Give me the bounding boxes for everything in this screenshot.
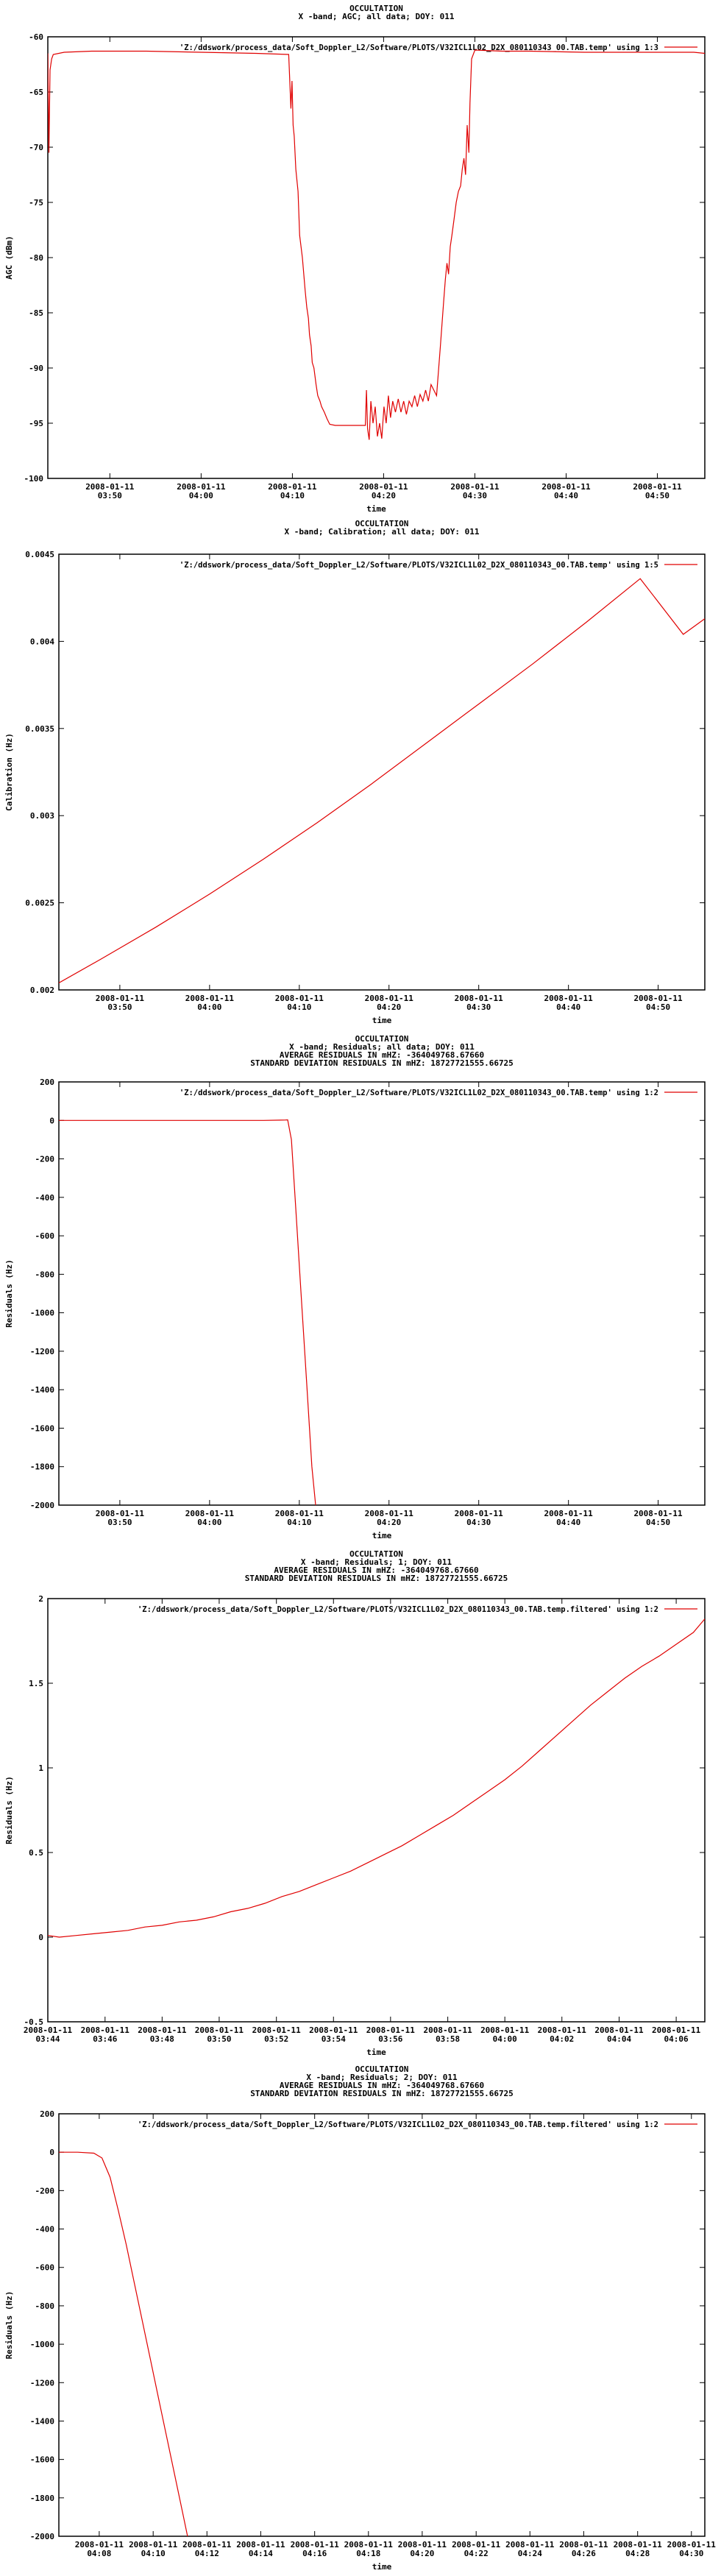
data-series-line — [48, 50, 705, 440]
y-tick-label: 0 — [38, 1933, 43, 1942]
x-axis-label: time — [366, 2048, 386, 2057]
chart-title-line: STANDARD DEVIATION RESIDUALS IN mHZ: 18727721555.66725 — [250, 2089, 514, 2098]
chart-title-line: AVERAGE RESIDUALS IN mHZ: -364049768.67660 — [279, 2081, 485, 2090]
y-tick-label: 0.0045 — [25, 550, 54, 559]
y-tick-label: -80 — [29, 253, 43, 263]
x-tick-time: 04:10 — [287, 1002, 312, 1012]
x-tick-time: 04:14 — [248, 2549, 273, 2558]
y-axis-label: Residuals (Hz) — [4, 1259, 14, 1328]
y-tick-label: -100 — [24, 474, 43, 484]
plot-frame — [48, 37, 705, 478]
x-tick-time: 04:30 — [462, 491, 488, 500]
x-tick-date: 2008-01-11 — [359, 482, 408, 492]
x-tick-date: 2008-01-11 — [480, 2025, 530, 2035]
y-tick-label: 0.0025 — [25, 898, 54, 908]
x-tick-time: 04:22 — [464, 2549, 489, 2558]
x-tick-time: 04:16 — [302, 2549, 327, 2558]
plot-frame — [59, 1082, 705, 1505]
x-tick-time: 04:20 — [377, 1002, 402, 1012]
x-tick-date: 2008-01-11 — [633, 1509, 683, 1518]
y-tick-label: -200 — [35, 2186, 54, 2196]
x-tick-time: 03:44 — [35, 2034, 60, 2044]
x-tick-date: 2008-01-11 — [252, 2025, 301, 2035]
y-tick-label: -1200 — [29, 2378, 54, 2388]
x-tick-time: 04:08 — [87, 2549, 112, 2558]
x-tick-time: 04:10 — [141, 2549, 166, 2558]
y-tick-label: -400 — [35, 2224, 54, 2234]
x-tick-time: 04:00 — [197, 1518, 222, 1527]
x-tick-date: 2008-01-11 — [309, 2025, 358, 2035]
x-tick-time: 04:02 — [550, 2034, 575, 2044]
x-tick-date: 2008-01-11 — [138, 2025, 187, 2035]
y-tick-label: -85 — [29, 308, 43, 318]
y-tick-label: -1800 — [29, 1462, 54, 1472]
x-tick-time: 04:28 — [625, 2549, 650, 2558]
y-tick-label: -1400 — [29, 1385, 54, 1395]
x-tick-date: 2008-01-11 — [74, 2540, 124, 2550]
x-tick-date: 2008-01-11 — [268, 482, 317, 492]
chart-title-line: X -band; Residuals; 2; DOY: 011 — [306, 2073, 458, 2082]
chart-title-line: OCCULTATION — [355, 519, 409, 528]
chart-title-line: X -band; Residuals; 1; DOY: 011 — [300, 1557, 452, 1567]
y-tick-label: 0 — [49, 2148, 54, 2158]
x-tick-date: 2008-01-11 — [397, 2540, 447, 2550]
legend-label: 'Z:/ddswork/process_data/Soft_Doppler_L2/Software/PLOTS/V32ICL1L02_D2X_080110343_00.TAB.temp.filtered' using 1:2 — [137, 1605, 658, 1614]
chart-title-line: STANDARD DEVIATION RESIDUALS IN mHZ: 18727721555.66725 — [244, 1574, 508, 1583]
x-tick-date: 2008-01-11 — [236, 2540, 285, 2550]
y-tick-label: -1800 — [29, 2493, 54, 2503]
chart-title-line: X -band; Calibration; all data; DOY: 011 — [284, 527, 480, 537]
x-tick-time: 03:58 — [436, 2034, 461, 2044]
x-tick-date: 2008-01-11 — [423, 2025, 472, 2035]
x-tick-time: 04:04 — [606, 2034, 632, 2044]
x-tick-time: 04:26 — [571, 2549, 596, 2558]
data-series-line — [59, 2152, 188, 2536]
chart-title-line: OCCULTATION — [355, 2064, 409, 2074]
y-tick-label: -75 — [29, 198, 43, 208]
chart-residuals-all — [0, 1030, 721, 1546]
x-tick-time: 03:46 — [93, 2034, 118, 2044]
x-tick-time: 04:30 — [466, 1002, 491, 1012]
x-tick-date: 2008-01-11 — [85, 482, 135, 492]
x-tick-date: 2008-01-11 — [129, 2540, 178, 2550]
legend-label: 'Z:/ddswork/process_data/Soft_Doppler_L2/Software/PLOTS/V32ICL1L02_D2X_080110343_00.TAB.temp.filtered' using 1:2 — [137, 2120, 658, 2129]
x-tick-date: 2008-01-11 — [23, 2025, 73, 2035]
x-tick-date: 2008-01-11 — [366, 2025, 415, 2035]
x-tick-time: 04:20 — [377, 1518, 402, 1527]
x-tick-date: 2008-01-11 — [454, 1509, 503, 1518]
x-tick-time: 04:50 — [646, 1518, 671, 1527]
x-tick-time: 04:00 — [492, 2034, 517, 2044]
y-tick-label: 2 — [38, 1594, 43, 1604]
y-tick-label: 0.003 — [29, 811, 54, 821]
x-tick-date: 2008-01-11 — [344, 2540, 393, 2550]
y-tick-label: -600 — [35, 1231, 54, 1242]
x-tick-time: 04:24 — [517, 2549, 542, 2558]
x-tick-date: 2008-01-11 — [594, 2025, 644, 2035]
y-tick-label: -1600 — [29, 2455, 54, 2465]
y-tick-label: 200 — [40, 1078, 54, 1087]
y-tick-label: 0.004 — [29, 637, 54, 647]
x-tick-date: 2008-01-11 — [194, 2025, 244, 2035]
y-tick-label: -600 — [35, 2262, 54, 2273]
y-tick-label: 1 — [38, 1763, 43, 1773]
x-tick-date: 2008-01-11 — [667, 2540, 716, 2550]
x-tick-time: 04:50 — [644, 491, 670, 500]
x-tick-date: 2008-01-11 — [364, 1509, 413, 1518]
x-axis-label: time — [372, 1531, 392, 1540]
legend-label: 'Z:/ddswork/process_data/Soft_Doppler_L2/Software/PLOTS/V32ICL1L02_D2X_080110343_00.TAB.temp' using 1:2 — [179, 1089, 658, 1097]
x-tick-time: 04:10 — [287, 1518, 312, 1527]
chart-calibration — [0, 515, 721, 1030]
x-tick-time: 04:40 — [556, 1518, 581, 1527]
chart-residuals-1 — [0, 1546, 721, 2061]
x-tick-date: 2008-01-11 — [505, 2540, 555, 2550]
x-tick-date: 2008-01-11 — [537, 2025, 586, 2035]
y-axis-label: Calibration (Hz) — [4, 733, 14, 811]
x-tick-date: 2008-01-11 — [541, 482, 591, 492]
x-tick-time: 04:20 — [410, 2549, 435, 2558]
x-tick-time: 03:50 — [107, 1002, 132, 1012]
x-tick-date: 2008-01-11 — [95, 1509, 145, 1518]
chart-title-line: OCCULTATION — [355, 1034, 409, 1044]
y-axis-label: Residuals (Hz) — [4, 2290, 14, 2360]
x-tick-time: 03:50 — [207, 2034, 232, 2044]
y-tick-label: -70 — [29, 143, 43, 152]
x-tick-date: 2008-01-11 — [95, 994, 145, 1003]
data-series-line — [59, 1120, 316, 1506]
x-tick-time: 03:54 — [321, 2034, 346, 2044]
y-tick-label: -200 — [35, 1154, 54, 1164]
legend-label: 'Z:/ddswork/process_data/Soft_Doppler_L2/Software/PLOTS/V32ICL1L02_D2X_080110343_00.TAB.temp' using 1:3 — [179, 43, 658, 52]
y-axis-label: Residuals (Hz) — [4, 1776, 14, 1844]
chart-title-line: X -band; AGC; all data; DOY: 011 — [298, 12, 455, 21]
x-tick-time: 03:50 — [107, 1518, 132, 1527]
x-tick-time: 04:40 — [553, 491, 579, 500]
y-tick-label: -1000 — [29, 2340, 54, 2350]
y-axis-label: AGC (dBm) — [4, 236, 14, 280]
x-tick-time: 03:50 — [97, 491, 122, 500]
y-tick-label: -1000 — [29, 1308, 54, 1318]
plot-frame — [48, 1599, 705, 2022]
x-tick-time: 03:48 — [149, 2034, 174, 2044]
y-tick-label: 0.002 — [29, 986, 54, 995]
y-tick-label: 0 — [49, 1116, 54, 1126]
x-tick-date: 2008-01-11 — [182, 2540, 232, 2550]
x-tick-time: 03:56 — [378, 2034, 403, 2044]
x-tick-time: 04:40 — [556, 1002, 581, 1012]
x-tick-date: 2008-01-11 — [185, 1509, 234, 1518]
y-tick-label: -800 — [35, 2301, 54, 2311]
y-tick-label: -95 — [29, 419, 43, 428]
x-tick-date: 2008-01-11 — [613, 2540, 662, 2550]
chart-agc — [0, 0, 721, 515]
y-tick-label: -1400 — [29, 2416, 54, 2427]
plot-frame — [59, 554, 705, 990]
y-tick-label: -65 — [29, 88, 43, 97]
x-axis-label: time — [366, 504, 386, 514]
chart-title-line: X -band; Residuals; all data; DOY: 011 — [289, 1042, 475, 1052]
x-tick-date: 2008-01-11 — [452, 2540, 501, 2550]
x-tick-date: 2008-01-11 — [633, 994, 683, 1003]
x-tick-date: 2008-01-11 — [274, 994, 324, 1003]
x-tick-date: 2008-01-11 — [559, 2540, 608, 2550]
y-tick-label: 1.5 — [29, 1679, 43, 1688]
x-tick-date: 2008-01-11 — [544, 1509, 593, 1518]
x-tick-time: 04:00 — [197, 1002, 222, 1012]
chart-title-line: OCCULTATION — [349, 4, 403, 13]
x-tick-time: 04:20 — [371, 491, 396, 500]
y-tick-label: 200 — [40, 2109, 54, 2119]
y-tick-label: -60 — [29, 32, 43, 42]
x-tick-time: 04:50 — [646, 1002, 671, 1012]
data-series-line — [48, 1619, 705, 1937]
y-tick-label: -1600 — [29, 1423, 54, 1434]
x-tick-time: 04:30 — [466, 1518, 491, 1527]
x-tick-date: 2008-01-11 — [80, 2025, 129, 2035]
x-tick-date: 2008-01-11 — [274, 1509, 324, 1518]
x-tick-date: 2008-01-11 — [177, 482, 226, 492]
y-tick-label: -400 — [35, 1192, 54, 1203]
chart-title-line: OCCULTATION — [349, 1549, 403, 1559]
x-axis-label: time — [372, 2562, 392, 2572]
x-tick-date: 2008-01-11 — [651, 2025, 701, 2035]
y-tick-label: -90 — [29, 364, 43, 373]
x-tick-date: 2008-01-11 — [544, 994, 593, 1003]
plot-frame — [59, 2114, 705, 2536]
x-tick-time: 04:18 — [356, 2549, 381, 2558]
y-tick-label: -800 — [35, 1270, 54, 1280]
y-tick-label: -2000 — [29, 1501, 54, 1510]
x-tick-time: 04:00 — [188, 491, 213, 500]
x-tick-date: 2008-01-11 — [450, 482, 500, 492]
x-tick-date: 2008-01-11 — [364, 994, 413, 1003]
chart-residuals-2 — [0, 2061, 721, 2576]
y-tick-label: -2000 — [29, 2532, 54, 2541]
y-tick-label: 0.0035 — [25, 723, 54, 734]
x-tick-date: 2008-01-11 — [290, 2540, 339, 2550]
legend-label: 'Z:/ddswork/process_data/Soft_Doppler_L2/Software/PLOTS/V32ICL1L02_D2X_080110343_00.TAB.temp' using 1:5 — [179, 561, 658, 570]
x-tick-time: 03:52 — [264, 2034, 289, 2044]
y-tick-label: -0.5 — [24, 2017, 43, 2027]
x-axis-label: time — [372, 1016, 392, 1025]
data-series-line — [59, 578, 705, 983]
chart-title-line: AVERAGE RESIDUALS IN mHZ: -364049768.67660 — [274, 1565, 479, 1575]
y-tick-label: 0.5 — [29, 1848, 43, 1858]
x-tick-date: 2008-01-11 — [633, 482, 682, 492]
x-tick-date: 2008-01-11 — [454, 994, 503, 1003]
x-tick-date: 2008-01-11 — [185, 994, 234, 1003]
y-tick-label: -1200 — [29, 1346, 54, 1356]
chart-title-line: STANDARD DEVIATION RESIDUALS IN mHZ: 18727721555.66725 — [250, 1058, 514, 1068]
x-tick-time: 04:12 — [194, 2549, 219, 2558]
x-tick-time: 04:10 — [280, 491, 305, 500]
x-tick-time: 04:30 — [679, 2549, 704, 2558]
x-tick-time: 04:06 — [664, 2034, 689, 2044]
chart-title-line: AVERAGE RESIDUALS IN mHZ: -364049768.67660 — [279, 1050, 485, 1060]
